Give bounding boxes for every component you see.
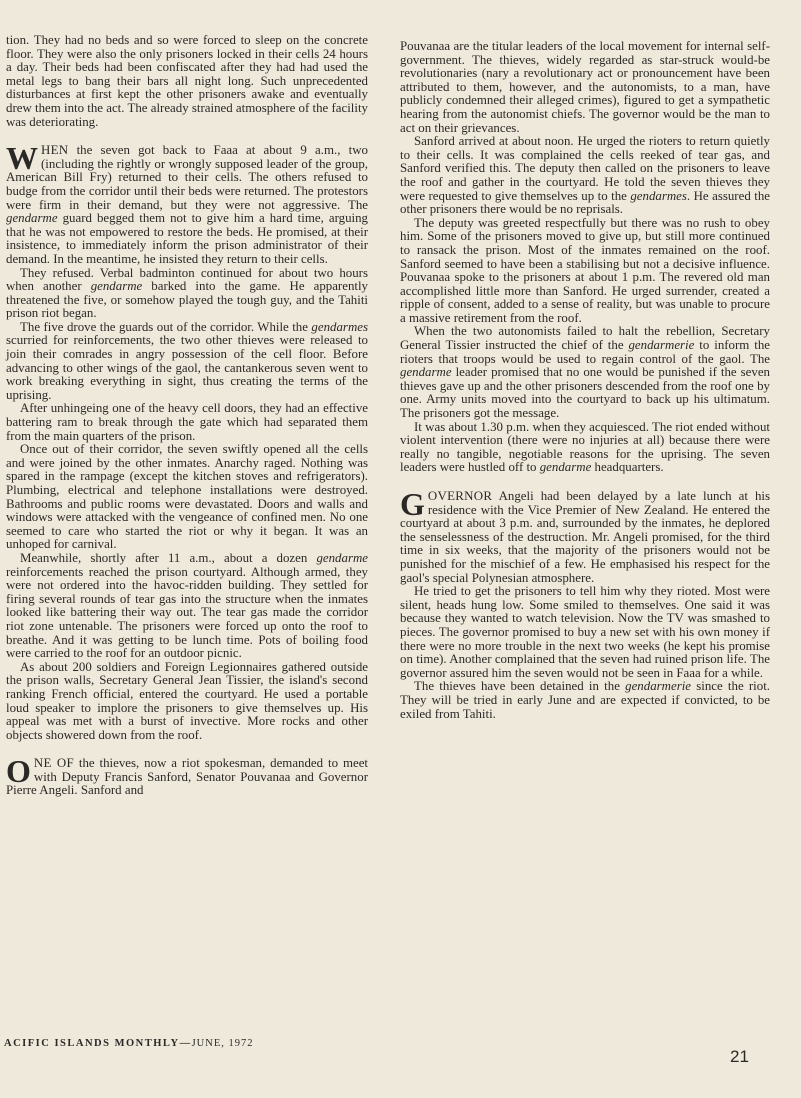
paragraph <box>400 135 770 217</box>
footer-dash: — <box>179 1038 192 1049</box>
text-run: guard begged them not to give him a hard time, arguing that he was not empowered to restore the beds. He promised, at their insistence, to immediately inform the prison administrator of their demand. In the meantime, he insisted they return to their cells. <box>6 211 368 266</box>
paragraph <box>6 443 368 552</box>
text-run: It was about 1.30 p.m. when they acquiesced. The riot ended without violent intervention (there were no injuries at all) because there were really no tangible, negotiable reasons for the uprising. The seven leaders were hustled off to <box>400 419 770 475</box>
text-run: the thieves, now a riot spokesman, demanded to meet with Deputy Francis Sanford, Senator Pouvanaa and Governor Pierre Angeli. Sanford and <box>6 756 368 798</box>
italic-term: gendarmerie <box>628 338 695 353</box>
italic-term: gendarme <box>539 460 592 475</box>
italic-term: gendarmerie <box>625 679 692 694</box>
paragraph <box>6 34 368 129</box>
paragraph <box>6 552 368 661</box>
italic-term: gendarme <box>6 211 58 226</box>
paragraph <box>400 585 770 680</box>
text-run: the seven got back to Faaa at about 9 a.m., two (including the rightly or wrongly supposed leader of the group, American Bill Fry) returned to their cells. The others refused to budge from the corridor until their beds were returned. The protestors were firm in their demand, but they were not aggressive. The <box>6 143 368 212</box>
paragraph <box>6 661 368 743</box>
paragraph <box>400 680 770 721</box>
paragraph <box>400 217 770 326</box>
text-run: reinforcements reached the prison courtyard. Although armed, they were not ordered into the havoc-ridden building. They settled for firing several rounds of tear gas into the structure when the inmates looked like battering their way out. The tear gas made the corridor riot zone untenable. The prisoners were forced up onto the roof to breathe. And it was getting to be lunch time. Pots of boiling food were carried to the roof for an outdoor picnic. <box>6 564 368 661</box>
text-run: since the riot. They will be tried in early June and are expected if convicted, to be exiled from Tahiti. <box>400 679 771 721</box>
magazine-title: ACIFIC ISLANDS MONTHLY <box>4 1038 180 1049</box>
footer-publication <box>4 1038 253 1049</box>
text-run: When the two autonomists failed to halt the rebellion, Secretary General Tissier instructed the chief of the <box>400 324 770 353</box>
drop-cap: O <box>6 753 31 790</box>
text-run: Once out of their corridor, the seven swiftly opened all the cells and were joined by the other inmates. Anarchy raged. Nothing was spared in the rampage (except the kitchen stoves and refrigerators). Plumbing, electrical and telephone installations were destroyed. Bathrooms and public rooms were devastated. Doors and walls and windows were attacked with the vengeance of confined men. No one seemed to care who started the riot or why it began. It was an unhoped for carnival. <box>6 442 368 552</box>
lead-in: HEN <box>41 143 69 158</box>
text-run: He tried to get the prisoners to tell him why they rioted. Most were silent, heads hung low. Some smiled to themselves. One said it was because they wanted to watch television. Now the TV was smashed to pieces. The governor promised to buy a new set with his own money if there were no more trouble in the next two weeks (he kept his promise on time). Another complained that the seven had ruined prison life. The governor assured him the seven would not be seen in Faaa for a while. <box>400 584 770 680</box>
text-run: As about 200 soldiers and Foreign Legionnaires gathered outside the prison walls, Secretary General Jean Tissier, the island's second ranking French official, entered the courtyard. He used a portable loud speaker to implore the prisoners to give themselves up. His appeal was met with a burst of invective. More rocks and other objects showered down from the roof. <box>6 659 368 742</box>
section-opening-paragraph <box>400 486 770 585</box>
text-run: Angeli had been delayed by a late lunch at his residence with the Vice Premier of New Zealand. He entered the courtyard at about 3 p.m. and, surrounded by the inmates, he deplored the senselessness of the destruction. Mr. Angeli promised, for the third time in six weeks, that the majority of the prisoners would not be punished for the mischief of a few. He emphasised his respect for the gaol's special Polynesian atmosphere. <box>400 489 770 585</box>
paragraph <box>6 321 368 403</box>
section-opening-paragraph <box>6 753 368 798</box>
left-column <box>6 34 368 798</box>
text-run: They refused. Verbal badminton continued for about two hours when another <box>6 265 368 294</box>
text-run: barked into the game. He apparently threatened the five, or somehow played the tough guy, and the Tahiti prison riot began. <box>6 279 368 321</box>
text-run: Meanwhile, shortly after 11 a.m., about a dozen <box>20 550 317 565</box>
italic-term: gendarme <box>400 365 452 380</box>
lead-in: OVERNOR <box>427 489 493 503</box>
section-opening-paragraph <box>6 140 368 266</box>
text-run: headquarters. <box>591 460 664 475</box>
italic-term: gendarmes <box>311 319 368 334</box>
paragraph <box>400 40 770 135</box>
italic-term: gendarme <box>316 550 368 565</box>
text-run: . He assured the other prisoners there would be no reprisals. <box>400 188 770 217</box>
page-number: 21 <box>730 1047 749 1066</box>
italic-term: gendarme <box>90 279 143 294</box>
paragraph <box>400 421 770 475</box>
paragraph <box>6 267 368 321</box>
paragraph <box>400 325 770 420</box>
drop-cap: G <box>400 486 425 522</box>
issue-date: JUNE, 1972 <box>191 1038 254 1049</box>
drop-cap: W <box>6 140 38 177</box>
text-run: to inform the rioters that troops would be used to regain control of the gaol. The <box>400 338 770 366</box>
paragraph <box>6 402 368 443</box>
text-run: The thieves have been detained in the <box>414 679 626 694</box>
text-run: scurried for reinforcements, the two other thieves were released to join their comrades in angry possession of the cell floor. Before advancing to other wings of the gaol, the cantankerous seven went to work breaking everything in sight, thus creating the terms of the uprising. <box>6 333 368 402</box>
lead-in: NE OF <box>33 756 74 771</box>
text-run: Sanford arrived at about noon. He urged the rioters to return quietly to their cells. It was complained the cells reeked of tear gas, and Sanford verified this. The deputy then called on the prisoners to leave the roof and gather in the courtyard. He told the seven thieves they were requested to give themselves up to the <box>400 134 770 203</box>
text-run: After unhingeing one of the heavy cell doors, they had an effective battering ram to break through the gate which had separated them from the main quarters of the prison. <box>6 401 368 443</box>
text-run: tion. They had no beds and so were forced to sleep on the concrete floor. They were also the only prisoners locked in their cells 24 hours a day. Their beds had been confiscated after they had had used the metal legs to bang their bars all night long. Such unprecedented disturbances at first kept the other prisoners awake and eventually drew them into the act. The already strained atmosphere of the facility was deteriorating. <box>6 33 368 129</box>
text-run: Pouvanaa are the titular leaders of the local movement for internal self-government. The thieves, widely regarded as star-struck would-be revolutionaries (nary a revolutionary act or pronouncement have been attributed to them, however, and the autonomists, to a man, have publicly condemned their alleged crimes), figured to get a sympathetic hearing from the autonomist chiefs. The governor would be the man to act on their grievances. <box>400 39 770 135</box>
italic-term: gendarmes <box>630 188 687 203</box>
text-run: The five drove the guards out of the corridor. While the <box>20 319 312 334</box>
text-run: The deputy was greeted respectfully but there was no rush to obey him. Some of the prisoners moved to give up, but still more continued to ransack the prison. Most of the inmates remained on the roof. Sanford seemed to have been a stabilising but not a decisive influence. Pouvanaa spoke to the prisoners at about 1 p.m. The revered old man accomplished little more than Sanford. He urged surrender, created a ripple of consent, added to a sense of reality, but was unable to procure a massive retirement from the roof. <box>400 215 770 325</box>
right-column <box>400 40 770 721</box>
text-run: leader promised that no one would be punished if the seven thieves gave up and the other prisoners descended from the roof one by one. Army units moved into the courtyard to back up his ultimatum. The prisoners got the message. <box>400 365 770 421</box>
